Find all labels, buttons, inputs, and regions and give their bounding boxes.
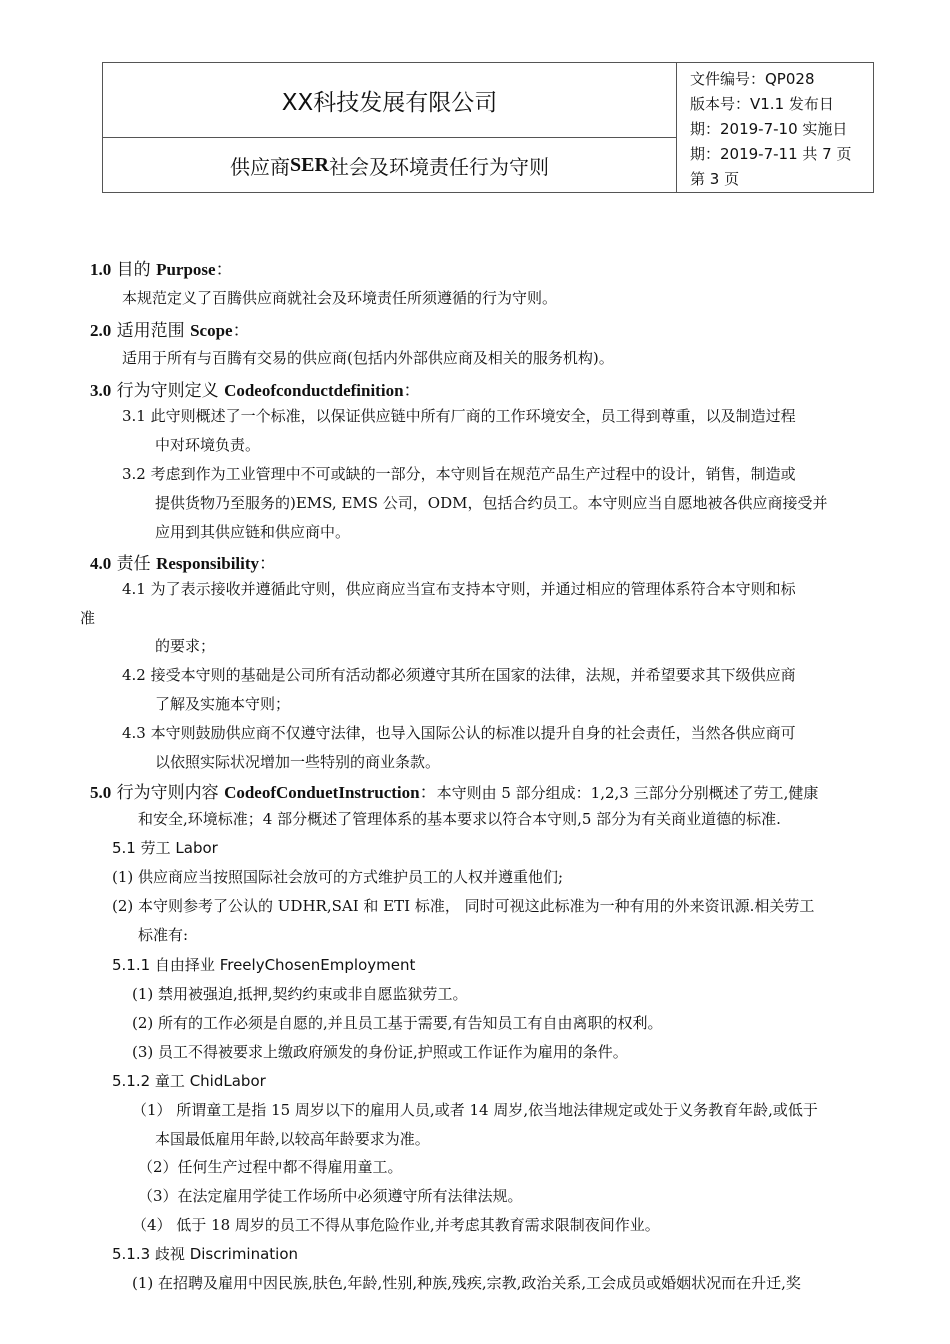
company-name: XX科技发展有限公司 (103, 63, 677, 138)
document-info (690, 67, 870, 192)
document-title: 供应商 SER 社会及环境责任行为守则 (103, 138, 677, 192)
item-5-1-1: (1) 供应商应当按照国际社会放可的方式维护员工的人权并遵重他们; (112, 868, 564, 886)
section-heading-instruction: 5.0 行为守则内容 CodeofConduetInstruction：本守则由 5 部分组成：1,2,3 三部分分别概述了劳工,健康 (90, 783, 819, 803)
paragraph-3-2-cont: 提供货物乃至服务的)EMS, EMS 公司，ODM，包括合约员工。本守则应当自愿地被各供应商接受并 (155, 494, 828, 512)
item-5-1-1-3: (3) 员工不得被要求上缴政府颁发的身份证,护照或工作证作为雇用的条件。 (132, 1043, 628, 1061)
paragraph-5-intro-cont: 和安全,环境标准；4 部分概述了管理体系的基本要求以符合本守则,5 部分为有关商业道德的标准. (138, 810, 781, 828)
paragraph-3-2: 3.2 考虑到作为工业管理中不可或缺的一部分，本守则旨在规范产品生产过程中的设计，销售，制造或 (122, 465, 796, 483)
doc-effective-date: 期：2019-7-11 共 7 页 (690, 145, 852, 163)
item-5-1-2-3: （3）在法定雇用学徒工作场所中必须遵守所有法律法规。 (138, 1187, 523, 1205)
item-5-1-2-cont: 标准有: (138, 926, 189, 944)
item-5-1-1-2: (2) 所有的工作必须是自愿的,并且员工基于需要,有告知员工有自由离职的权利。 (132, 1014, 663, 1032)
item-5-1-2: (2) 本守则参考了公认的 UDHR,SAI 和 ETI 标准， 同时可视这此标准为一种有用的外来资讯源.相关劳工 (112, 897, 815, 915)
item-5-1-3-1: (1) 在招聘及雇用中因民族,肤色,年龄,性别,种族,残疾,宗教,政治关系,工会成员或婚姻状况而在升迁,奖 (132, 1274, 801, 1292)
paragraph-4-2: 4.2 接受本守则的基础是公司所有活动都必须遵守其所在国家的法律，法规，并希望要求其下级供应商 (122, 666, 796, 684)
section-heading-responsibility: 4.0 责任 Responsibility： (90, 554, 277, 574)
doc-number: 文件编号：QP028 (690, 70, 815, 88)
section-heading-definition: 3.0 行为守则定义 Codeofconductdefinition： (90, 381, 421, 401)
paragraph-3-2-cont2: 应用到其供应链和供应商中。 (155, 523, 351, 541)
paragraph-4-1-cont: 的要求； (155, 637, 216, 655)
subheading-5-1-1: 5.1.1 自由择业 FreelyChosenEmployment (112, 956, 416, 974)
section-heading-purpose: 1.0 目的 Purpose： (90, 260, 233, 280)
paragraph-3-1-cont: 中对环境负责。 (155, 436, 261, 454)
subheading-5-1-3: 5.1.3 歧视 Discrimination (112, 1245, 299, 1263)
item-5-1-1-1: (1) 禁用被强迫,抵押,契约约束或非自愿监狱劳工。 (132, 985, 468, 1003)
paragraph-scope: 适用于所有与百腾有交易的供应商(包括内外部供应商及相关的服务机构)。 (122, 349, 614, 367)
doc-release-date: 期：2019-7-10 实施日 (690, 120, 848, 138)
subheading-5-1-2: 5.1.2 童工 ChidLabor (112, 1072, 266, 1090)
item-5-1-2-4: （4） 低于 18 周岁的员工不得从事危险作业,并考虑其教育需求限制夜间作业。 (132, 1216, 660, 1234)
paragraph-3-1: 3.1 此守则概述了一个标准，以保证供应链中所有厂商的工作环境安全，员工得到尊重，以及制造过程 (122, 407, 796, 425)
item-5-1-2-1-cont: 本国最低雇用年龄,以较高年龄要求为准。 (155, 1130, 430, 1148)
paragraph-4-3: 4.3 本守则鼓励供应商不仅遵守法律，也导入国际公认的标准以提升自身的社会责任，当然各供应商可 (122, 724, 796, 742)
item-5-1-2-1: （1） 所谓童工是指 15 周岁以下的雇用人员,或者 14 周岁,依当地法律规定或处于义务教育年龄,或低于 (132, 1101, 818, 1119)
doc-version: 版本号：V1.1 发布日 (690, 95, 834, 113)
section-heading-scope: 2.0 适用范围 Scope： (90, 321, 250, 341)
paragraph-4-2-cont: 了解及实施本守则； (155, 695, 291, 713)
document-header-table (102, 62, 874, 193)
paragraph-4-1-wrap: 准 (80, 609, 96, 627)
item-5-1-2-2: （2）任何生产过程中都不得雇用童工。 (138, 1158, 403, 1176)
doc-page-number: 第 3 页 (690, 170, 740, 188)
paragraph-4-1: 4.1 为了表示接收并遵循此守则，供应商应当宣布支持本守则，并通过相应的管理体系符合本守则和标 (122, 580, 796, 598)
paragraph-4-3-cont: 以依照实际状况增加一些特别的商业条款。 (155, 753, 441, 771)
subheading-5-1-labor: 5.1 劳工 Labor (112, 839, 218, 857)
paragraph-purpose: 本规范定义了百腾供应商就社会及环境责任所须遵循的行为守则。 (122, 289, 558, 307)
